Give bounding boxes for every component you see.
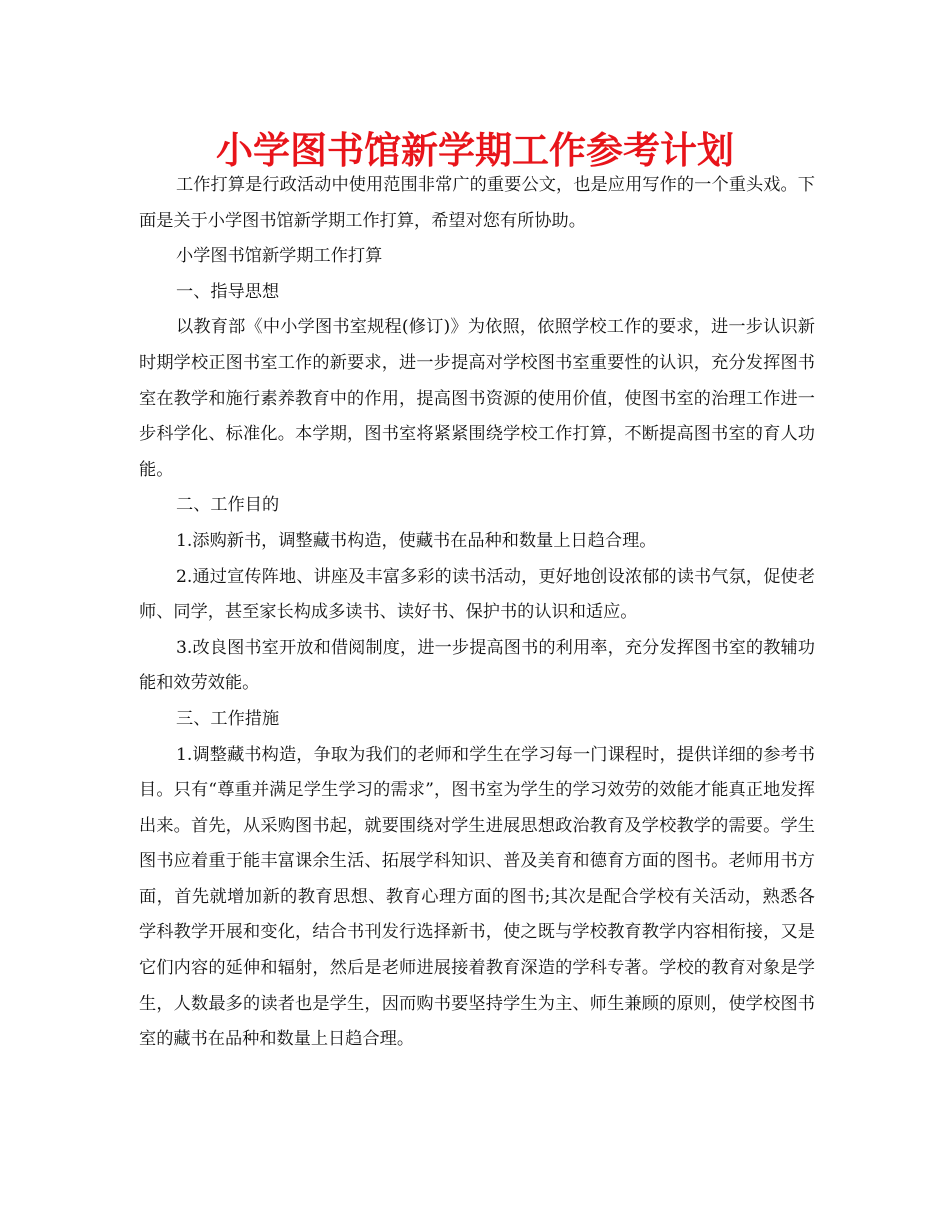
intro-paragraph: 工作打算是行政活动中使用范围非常广的重要公文，也是应用写作的一个重头戏。下面是关于小学图书馆新学期工作打算，希望对您有所协助。 — [139, 175, 815, 231]
goal-item-2: 2.通过宣传阵地、讲座及丰富多彩的读书活动，更好地创设浓郁的读书气氛，促使老师、同学，甚至家长构成多读书、读好书、保护书的认识和适应。 — [139, 566, 815, 623]
guiding-thought-paragraph: 以教育部《中小学图书室规程(修订)》为依照，依照学校工作的要求，进一步认识新时期学校正图书室工作的新要求，进一步提高对学校图书室重要性的认识，充分发挥图书室在教学和施行素养教育中的作用，提高图书资源的使用价值，使图书室的治理工作进一步科学化、标准化。本学期，图书室将紧紧围绕学校工作打算，不断提高图书室的育人功能。 — [139, 317, 815, 480]
section-heading-guiding-thought: 一、指导思想 — [176, 281, 280, 302]
goal-item-1: 1.添购新书，调整藏书构造，使藏书在品种和数量上日趋合理。 — [176, 530, 657, 551]
subtitle-paragraph: 小学图书馆新学期工作打算 — [176, 246, 383, 267]
document-title: 小学图书馆新学期工作参考计划 — [216, 129, 734, 172]
measure-item-1: 1.调整藏书构造，争取为我们的老师和学生在学习每一门课程时，提供详细的参考书目。只有“尊重并满足学生学习的需求”，图书室为学生的学习效劳的效能才能真正地发挥出来。首先，从采购图书起，就要围绕对学生进展思想政治教育及学校教学的需要。学生图书应着重于能丰富课余生活、拓展学科知识、普及美育和德育方面的图书。老师用书方面，首先就增加新的教育思想、教育心理方面的图书;其次是配合学校有关活动，熟悉各学科教学开展和变化，结合书刊发行选择新书，使之既与学校教育教学内容相衔接，又是它们内容的延伸和辐射，然后是老师进展接着教育深造的学科专著。学校的教育对象是学生，人数最多的读者也是学生，因而购书要坚持学生为主、师生兼顾的原则，使学校图书室的藏书在品种和数量上日趋合理。 — [139, 744, 815, 1050]
document-body — [139, 168, 815, 1058]
goal-item-3: 3.改良图书室开放和借阅制度，进一步提高图书的利用率，充分发挥图书室的教辅功能和效劳效能。 — [139, 637, 815, 694]
section-heading-work-measures: 三、工作措施 — [176, 708, 280, 729]
section-heading-work-goals: 二、工作目的 — [176, 495, 280, 516]
